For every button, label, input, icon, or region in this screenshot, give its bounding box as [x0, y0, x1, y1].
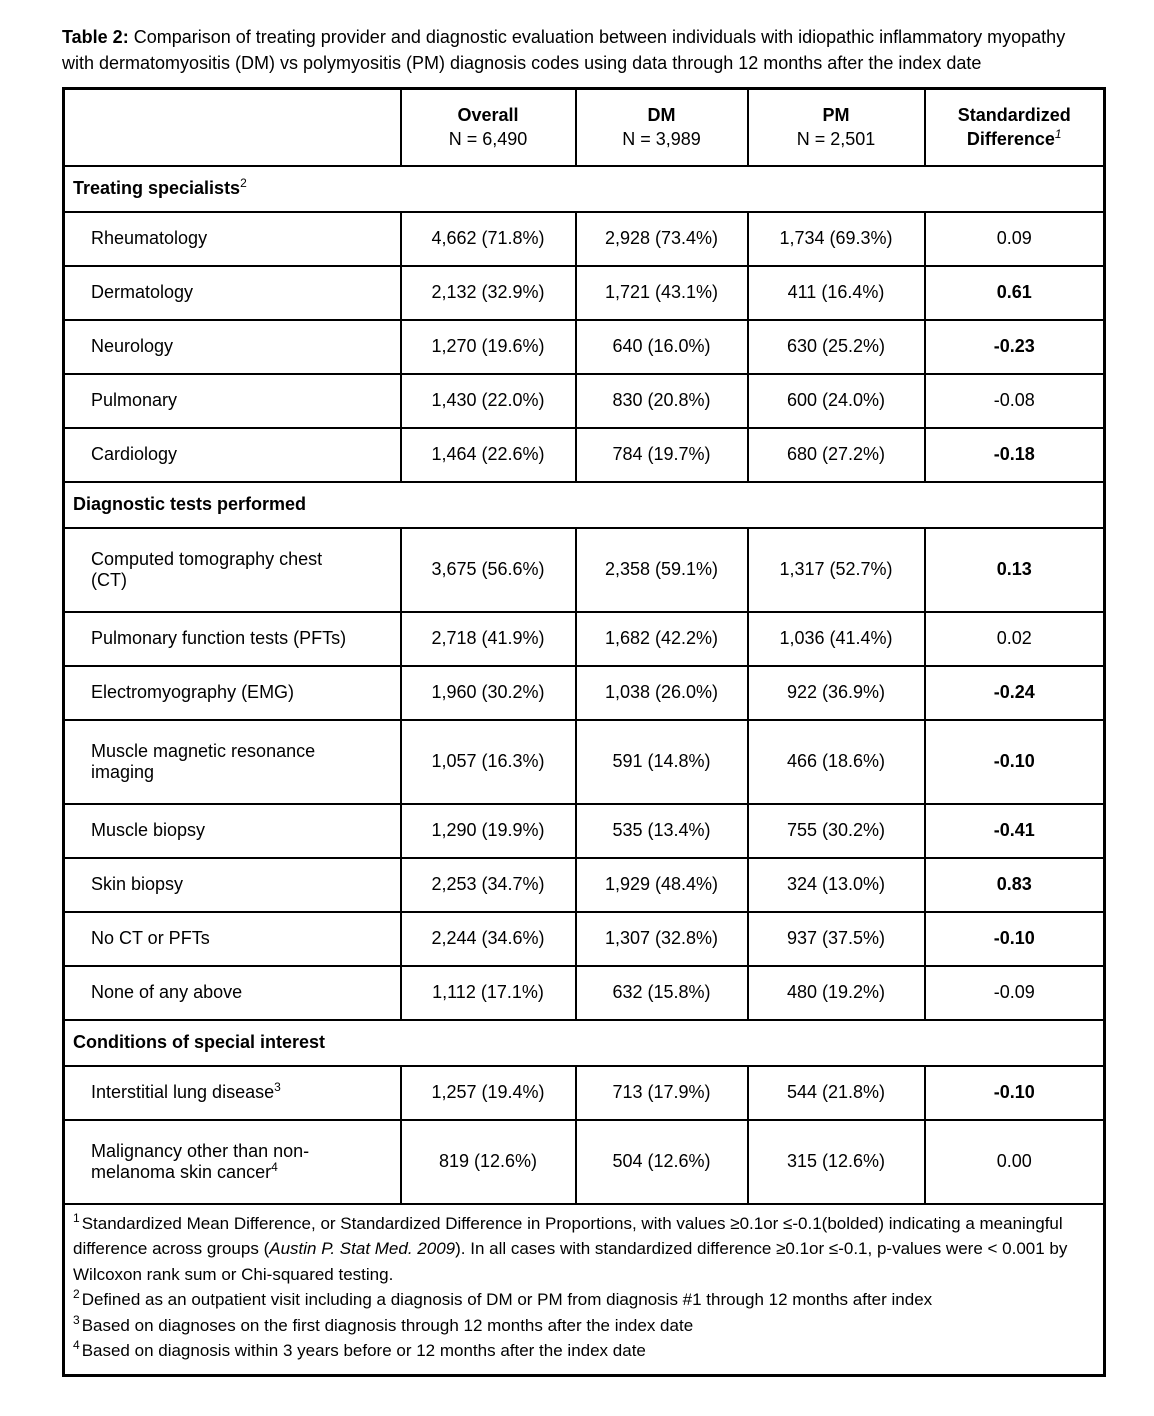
- dm-cell: 504 (12.6%): [576, 1120, 748, 1204]
- overall-cell: 1,960 (30.2%): [401, 666, 576, 720]
- table-row: [64, 266, 1105, 320]
- footnote-3: $^3$ Based on diagnoses on the first diagnosis through 12 months after the index date: [73, 1312, 694, 1335]
- table-row: [64, 320, 1105, 374]
- pm-cell: 1,036 (41.4%): [748, 612, 925, 666]
- section-header-row: [64, 1020, 1105, 1066]
- section-header-row: [64, 166, 1105, 212]
- std-diff-cell: 0.61: [925, 266, 1105, 320]
- overall-cell: 1,257 (19.4%): [401, 1066, 576, 1120]
- overall-cell: 4,662 (71.8%): [401, 212, 576, 266]
- row-label-cell: Rheumatology: [64, 212, 401, 266]
- row-label-cell: Cardiology: [64, 428, 401, 482]
- table-row: [64, 858, 1105, 912]
- dm-cell: 1,929 (48.4%): [576, 858, 748, 912]
- std-diff-cell: 0.83: [925, 858, 1105, 912]
- footnote-2: $^2$ Defined as an outpatient visit including a diagnosis of DM or PM from diagnosis #1 through 12 months after index: [73, 1287, 933, 1309]
- std-diff-cell: 0.13: [925, 528, 1105, 612]
- footnotes-row: [64, 1204, 1105, 1376]
- footnote-marker-2: 2: [240, 176, 247, 190]
- dm-cell: 535 (13.4%): [576, 804, 748, 858]
- table-row: [64, 1120, 1105, 1204]
- footnote-marker-4: 4: [271, 1159, 278, 1174]
- row-label-cell: None of any above: [64, 966, 401, 1020]
- pm-cell: 324 (13.0%): [748, 858, 925, 912]
- pm-cell: 922 (36.9%): [748, 666, 925, 720]
- column-header-empty: [64, 89, 401, 166]
- column-header-pm-n: N = 2,501: [796, 129, 876, 150]
- pm-cell: 411 (16.4%): [748, 266, 925, 320]
- column-header-std-diff: [925, 89, 1105, 166]
- std-diff-cell: 0.09: [925, 212, 1105, 266]
- dm-cell: 2,928 (73.4%): [576, 212, 748, 266]
- column-header-overall-n: N = 6,490: [448, 129, 528, 150]
- table-row: [64, 1066, 1105, 1120]
- citation-italic: Austin P. Stat Med. 2009: [269, 1239, 456, 1258]
- table-caption-text: Comparison of treating provider and diagnostic evaluation between individuals with idiopathic inflammatory myopathy with dermatomyositis (DM) vs polymyositis (PM) diagnosis codes using data through 12 months after the index date: [62, 27, 1066, 73]
- row-label-cell: Computed tomography chest (CT): [64, 528, 401, 612]
- table-row: [64, 966, 1105, 1020]
- std-diff-cell: -0.41: [925, 804, 1105, 858]
- std-diff-cell: -0.18: [925, 428, 1105, 482]
- footnote-1: $^1$ Standardized Mean Difference, or Standardized Difference in Proportions, with values ≥0.1or ≤-0.1(bolded) indicating a meaningful difference across groups (Austin P. Stat Med. 2009). In all cases with standardized difference ≥0.1or ≤-0.1, p-values were < 0.001 by Wilcoxon rank sum or Chi-squared testing.: [73, 1210, 1068, 1284]
- dm-cell: 1,721 (43.1%): [576, 266, 748, 320]
- table-caption-label: Table 2:: [62, 27, 129, 47]
- row-label-cell: Electromyography (EMG): [64, 666, 401, 720]
- std-diff-cell: -0.10: [925, 912, 1105, 966]
- table-row: [64, 804, 1105, 858]
- std-diff-cell: 0.00: [925, 1120, 1105, 1204]
- row-label-cell: Pulmonary: [64, 374, 401, 428]
- std-diff-cell: 0.02: [925, 612, 1105, 666]
- overall-cell: 1,057 (16.3%): [401, 720, 576, 804]
- column-header-overall-label: Overall: [457, 105, 519, 126]
- row-label-cell: Muscle biopsy: [64, 804, 401, 858]
- comparison-table: [62, 87, 1106, 1377]
- row-label-cell: Pulmonary function tests (PFTs): [64, 612, 401, 666]
- pm-cell: 544 (21.8%): [748, 1066, 925, 1120]
- overall-cell: 1,464 (22.6%): [401, 428, 576, 482]
- footnote-4: $^4$ Based on diagnosis within 3 years before or 12 months after the index date: [73, 1338, 646, 1360]
- table-row: [64, 374, 1105, 428]
- overall-cell: 1,430 (22.0%): [401, 374, 576, 428]
- table-row: [64, 720, 1105, 804]
- footnote-marker-1: 1: [1054, 127, 1062, 142]
- dm-cell: 632 (15.8%): [576, 966, 748, 1020]
- overall-cell: 2,253 (34.7%): [401, 858, 576, 912]
- overall-cell: 1,112 (17.1%): [401, 966, 576, 1020]
- pm-cell: 680 (27.2%): [748, 428, 925, 482]
- section-header-diagnostic-tests: Diagnostic tests performed: [64, 482, 1105, 528]
- pm-cell: 630 (25.2%): [748, 320, 925, 374]
- dm-cell: 640 (16.0%): [576, 320, 748, 374]
- std-diff-cell: -0.10: [925, 720, 1105, 804]
- row-label-cell: No CT or PFTs: [64, 912, 401, 966]
- table-row: [64, 612, 1105, 666]
- table-row: [64, 666, 1105, 720]
- dm-cell: 830 (20.8%): [576, 374, 748, 428]
- overall-cell: 1,290 (19.9%): [401, 804, 576, 858]
- footnote-marker-3: 3: [274, 1080, 281, 1094]
- row-label-cell: Neurology: [64, 320, 401, 374]
- std-diff-cell: -0.24: [925, 666, 1105, 720]
- column-header-pm-label: PM: [822, 105, 850, 126]
- table-row: [64, 912, 1105, 966]
- table-row: [64, 428, 1105, 482]
- overall-cell: 2,718 (41.9%): [401, 612, 576, 666]
- std-diff-cell: -0.23: [925, 320, 1105, 374]
- pm-cell: 466 (18.6%): [748, 720, 925, 804]
- pm-cell: 1,317 (52.7%): [748, 528, 925, 612]
- column-header-dm-n: N = 3,989: [622, 129, 701, 150]
- row-label-cell: Skin biopsy: [64, 858, 401, 912]
- table-caption: [62, 24, 1070, 76]
- overall-cell: 3,675 (56.6%): [401, 528, 576, 612]
- dm-cell: 2,358 (59.1%): [576, 528, 748, 612]
- pm-cell: 315 (12.6%): [748, 1120, 925, 1204]
- overall-cell: 1,270 (19.6%): [401, 320, 576, 374]
- dm-cell: 1,307 (32.8%): [576, 912, 748, 966]
- row-label-cell: Interstitial lung disease$^3$: [64, 1066, 401, 1120]
- row-label-cell: Muscle magnetic resonance imaging: [64, 720, 401, 804]
- column-header-pm: [748, 89, 925, 166]
- column-header-std-line2: Difference$^1$: [966, 127, 1062, 150]
- dm-cell: 1,038 (26.0%): [576, 666, 748, 720]
- dm-cell: 713 (17.9%): [576, 1066, 748, 1120]
- std-diff-cell: -0.09: [925, 966, 1105, 1020]
- std-diff-cell: -0.10: [925, 1066, 1105, 1120]
- overall-cell: 819 (12.6%): [401, 1120, 576, 1204]
- table-row: [64, 212, 1105, 266]
- pm-cell: 1,734 (69.3%): [748, 212, 925, 266]
- column-header-overall: [401, 89, 576, 166]
- column-header-dm-label: DM: [647, 105, 676, 126]
- section-header-row: [64, 482, 1105, 528]
- column-header-std-line1: Standardized: [957, 105, 1071, 126]
- column-header-dm: [576, 89, 748, 166]
- row-label-cell: Dermatology: [64, 266, 401, 320]
- column-header-row: [64, 89, 1105, 166]
- footnotes-cell: [64, 1204, 1105, 1376]
- pm-cell: 755 (30.2%): [748, 804, 925, 858]
- pm-cell: 937 (37.5%): [748, 912, 925, 966]
- row-label-cell: Malignancy other than non- melanoma skin cancer$^4$: [64, 1120, 401, 1204]
- table-row: [64, 528, 1105, 612]
- std-diff-cell: -0.08: [925, 374, 1105, 428]
- dm-cell: 591 (14.8%): [576, 720, 748, 804]
- overall-cell: 2,244 (34.6%): [401, 912, 576, 966]
- section-header-treating-specialists: Treating specialists$^2$: [64, 166, 1105, 212]
- dm-cell: 784 (19.7%): [576, 428, 748, 482]
- pm-cell: 600 (24.0%): [748, 374, 925, 428]
- dm-cell: 1,682 (42.2%): [576, 612, 748, 666]
- pm-cell: 480 (19.2%): [748, 966, 925, 1020]
- overall-cell: 2,132 (32.9%): [401, 266, 576, 320]
- section-header-conditions: Conditions of special interest: [64, 1020, 1105, 1066]
